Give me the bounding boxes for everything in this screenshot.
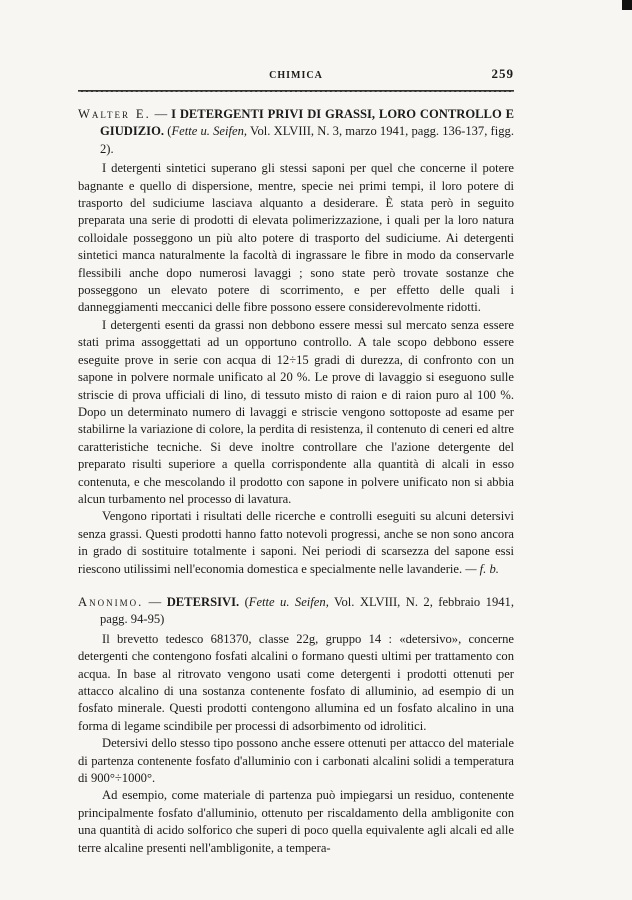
entry-paragraph: Detersivi dello stesso tipo possono anche essere ottenuti per attacco del materiale di partenza contenente fosfato d'alluminio con i carbonati alcalini solidi a temperatura di 900°÷1000°. bbox=[78, 736, 514, 786]
page-number: 259 bbox=[491, 66, 514, 81]
entry-gap bbox=[78, 578, 514, 594]
entry-paragraph-text: Vengono riportati i risultati delle ricerche e controlli eseguiti su alcuni detersivi senza grassi. Questi prodotti hanno fatto notevoli progressi, anche se non sono ancora in grado di sostituire totalmente i saponi. Nei periodi di scarsezza del sapone essi riescono utilissimi nell'economia domestica e specialmente nelle lavanderie. bbox=[78, 509, 514, 576]
entry-source-details: Vol. XLVIII, N. 2, febbraio 1941, pagg. 94-95) bbox=[100, 594, 514, 627]
entry-journal: Fette u. Seifen, bbox=[248, 594, 329, 609]
entry-paragraph bbox=[78, 508, 514, 578]
header-rule bbox=[78, 90, 514, 92]
entry-paragraph: Il brevetto tedesco 681370, classe 22g, gruppo 14 : «detersivo», concerne detergenti che contengono fosfati alcalini o formano questi ultimi per trattamento con acqua. In base al ritrovato vengono usati come detergenti i prodotti ottenuti per attacco alcalino di una sostanza contenente fosfato di alluminio, ad esempio di un fosfato minerale. Questi prodotti contengono allumina ed un fosfato alcalino in una forma di legame scindibile per processi di adsorbimento od idrolitici. bbox=[78, 631, 514, 733]
entry-title: I DETERGENTI PRIVI DI GRASSI, LORO CONTROLLO E GIUDIZIO. bbox=[100, 107, 514, 139]
entry-separator: — bbox=[150, 107, 172, 121]
entry-author: Anonimo. bbox=[78, 594, 144, 609]
entry-author: Walter E. bbox=[78, 107, 151, 121]
abstract-entry bbox=[78, 106, 514, 578]
entry-heading bbox=[78, 106, 514, 158]
entry-separator: — bbox=[143, 594, 167, 609]
entry-title: DETERSIVI. bbox=[166, 594, 240, 609]
entry-source-details: Vol. XLVIII, N. 3, marzo 1941, pagg. 136-137, figg. 2). bbox=[100, 124, 514, 156]
entry-source: (Fette u. Seifen, Vol. XLVIII, N. 3, marzo 1941, pagg. 136-137, figg. 2). bbox=[100, 124, 514, 156]
abstract-entry bbox=[78, 594, 514, 857]
document-page bbox=[78, 66, 514, 857]
entry-paragraph: I detergenti esenti da grassi non debbono essere messi sul mercato senza essere stati prima assoggettati ad un opportuno controllo. A tale scopo debbono essere eseguite prove in serie con acqua di 12÷15 gradi di durezza, di confronto con un sapone in polvere normale unificato al 20 %. Le prove di lavaggio si eseguono sulle striscie di prova ufficiali di lino, di tessuto misto di raion e di raion puro al 100 %. Dopo un determinato numero di lavaggi e striscie vengono sottoposte ad esame per stabilirne la variazione di colore, la perdita di resistenza, il contenuto di ceneri ed altre caratteristiche tecniche. Si deve inoltre controllare che l'azione detergente del preparato risulti superiore a quella corrispondente alla quantità di alcali in esso contenuta, e che mescolando il prodotto con sapone in polvere unificato non si abbia alcun turbamento nel processo di lavatura. bbox=[78, 317, 514, 506]
entry-source: (Fette u. Seifen, Vol. XLVIII, N. 2, febbraio 1941, pagg. 94-95) bbox=[100, 594, 514, 627]
entry-paragraph: Ad esempio, come materiale di partenza può impiegarsi un residuo, contenente principalmente fosfato d'alluminio, ottenuto per riscaldamento della ambligonite con una quantità di acido solforico che superi di poco quella equivalente agli alcali ed alle terre alcaline presenti nell'ambligonite, a tempera- bbox=[78, 788, 514, 855]
entry-heading bbox=[78, 594, 514, 629]
entry-signature: — f. b. bbox=[465, 561, 499, 576]
running-head bbox=[78, 66, 514, 86]
entry-paragraph: I detergenti sintetici superano gli stessi saponi per quel che concerne il potere bagnante e quello di dispersione, mentre, specie nei primi tempi, il loro potere di trasporto del sudiciume lasciava alquanto a desiderare. È stata però in seguito preparata una serie di prodotti di elevata polimerizzazione, i quali per la loro natura colloidale posseggono un più alto potere di trasporto del sudiciume. Ai detergenti sintetici manca naturalmente la facoltà di ingrassare le fibre in modo da conservarle flessibili anche dopo numerosi lavaggi ; sono state però trovate sostanze che posseggono un elevato potere di scorrimento, e per effetto delle quali i danneggiamenti meccanici delle fibre possono essere considerevolmente ridotti. bbox=[78, 161, 514, 315]
scan-edge-mark bbox=[622, 0, 632, 10]
section-title: CHIMICA bbox=[269, 70, 323, 81]
entry-journal: Fette u. Seifen, bbox=[171, 124, 248, 139]
